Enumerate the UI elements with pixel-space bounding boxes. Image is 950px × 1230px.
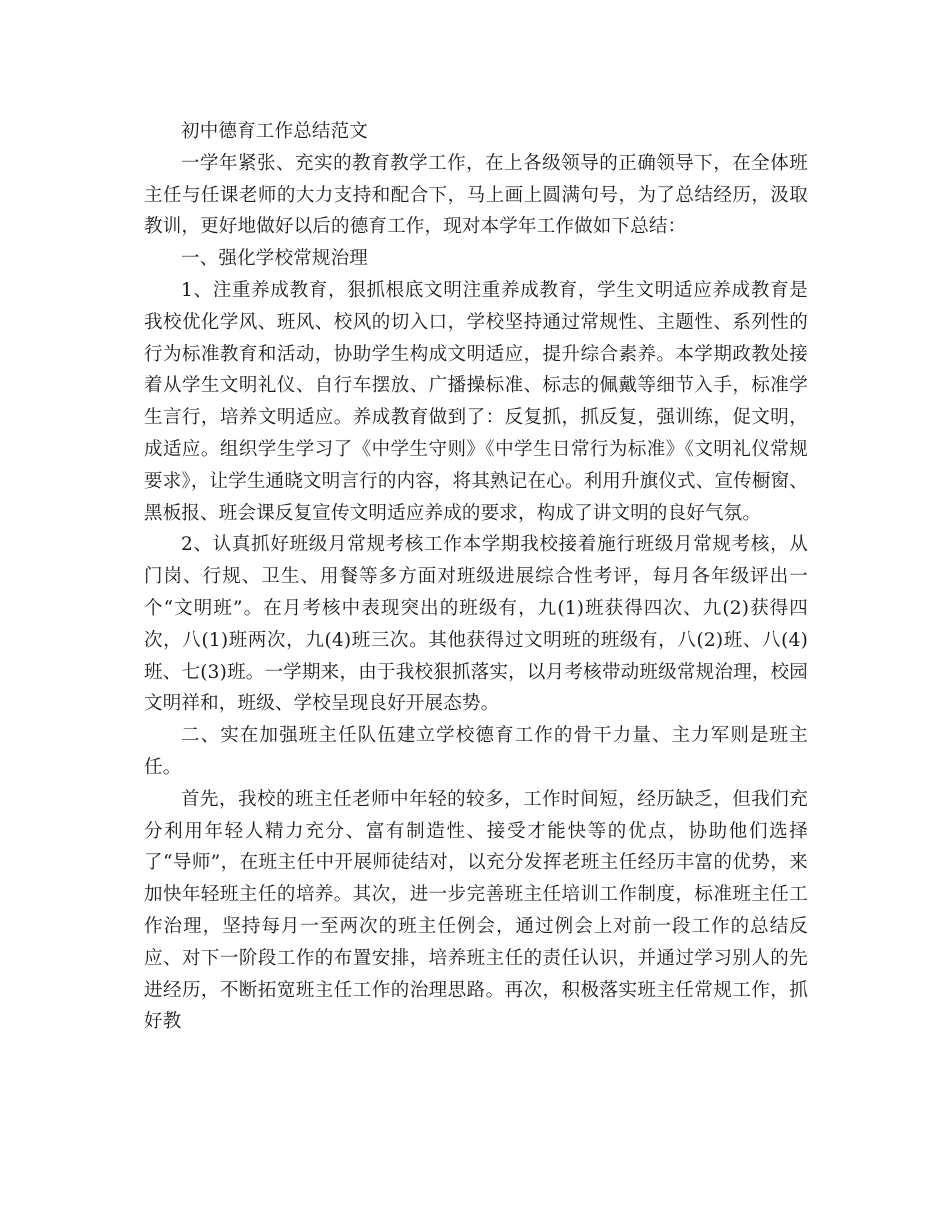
paragraph-habit-education: 1、注重养成教育，狠抓根底文明注重养成教育，学生文明适应养成教育是我校优化学风、班风、校风的切入口，学校坚持通过常规性、主题性、系列性的行为标准教育和活动，协助学生构成文明适应，提升综合素养。本学期政教处接着从学生文明礼仪、自行车摆放、广播操标准、标志的佩戴等细节入手，标准学生言行，培养文明适应。养成教育做到了：反复抓，抓反复，强训练，促文明，成适应。组织学生学习了《中学生守则》《中学生日常行为标准》《文明礼仪常规要求》，让学生通晓文明言行的内容，将其熟记在心。利用升旗仪式、宣传橱窗、黑板报、班会课反复宣传文明适应养成的要求，构成了讲文明的良好气氛。 bbox=[144, 279, 808, 524]
document-title: 初中德育工作总结范文 bbox=[181, 121, 369, 142]
paragraph-monthly-assessment: 2、认真抓好班级月常规考核工作本学期我校接着施行班级月常规考核，从门岗、行规、卫生、用餐等多方面对班级进展综合性考评，每月各年级评出一个“文明班”。在月考核中表现突出的班级有，九(1)班获得四次、九(2)获得四次，八(1)班两次，九(4)班三次。其他获得过文明班的班级有，八(2)班、八(4)班、七(3)班。一学期来，由于我校狠抓落实，以月考核带动班级常规治理，校园文明祥和，班级、学校呈现良好开展态势。 bbox=[144, 534, 808, 715]
paragraph-intro: 一学年紧张、充实的教育教学工作，在上各级领导的正确领导下，在全体班主任与任课老师的大力支持和配合下，马上画上圆满句号，为了总结经历，汲取教训，更好地做好以后的德育工作，现对本学年工作做如下总结： bbox=[144, 152, 808, 238]
section-heading-1: 一、强化学校常规治理 bbox=[181, 248, 369, 270]
paragraph-head-teachers: 首先，我校的班主任老师中年轻的较多，工作时间短，经历缺乏，但我们充分利用年轻人精力充分、富有制造性、接受才能快等的优点，协助他们选择了“导师”，在班主任中开展师徒结对，以充分发挥老班主任经历丰富的优势，来加快年轻班主任的培养。其次，进一步完善班主任培训工作制度，标准班主任工作治理，坚持每月一至两次的班主任例会，通过例会上对前一段工作的总结反应、对下一阶段工作的布置安排，培养班主任的责任认识，并通过学习别人的先进经历，不断拓宽班主任工作的治理思路。再次，积极落实班主任常规工作，抓好教 bbox=[144, 788, 808, 1033]
section-heading-2: 二、实在加强班主任队伍建立学校德育工作的骨干力量、主力军则是班主任。 bbox=[144, 725, 808, 778]
document-body bbox=[144, 116, 808, 1038]
